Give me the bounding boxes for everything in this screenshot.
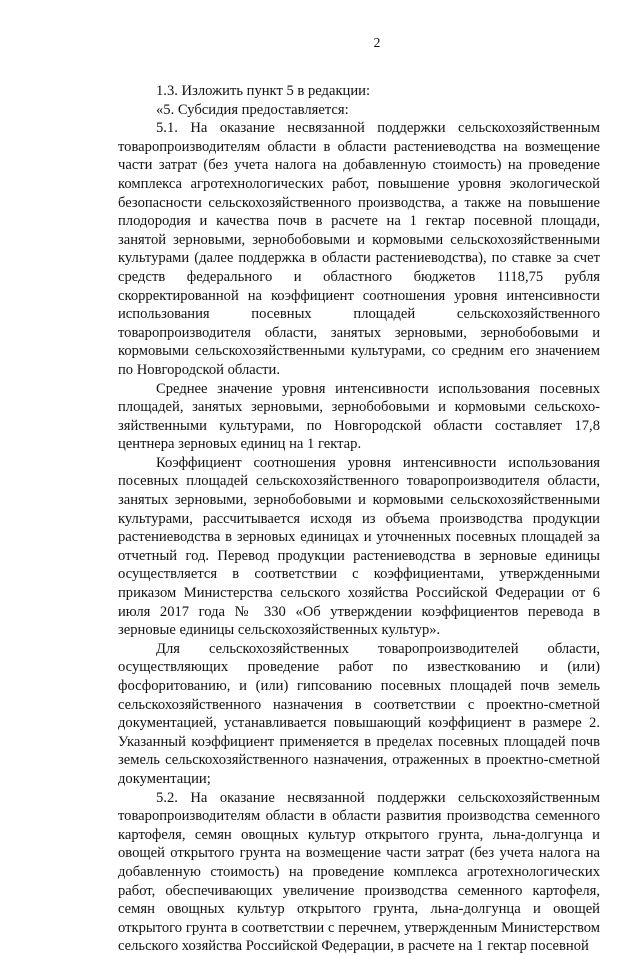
- paragraph-liming: Для сельскохозяйственных товаропроизводителей области, осуществляющих проведение работ по известкованию и (или) фосфоритованию, и (или) гипсованию посевных площадей почв земель сельскохозяйственного назначения в соответствии с проектно-сметной документацией, устанавливается повышающий коэффициент в размере 2. Указанный коэффициент применяется в пределах посевных площадей почв земель сельскохозяйственного назначения, отраженных в проектно-сметной документации;: [118, 640, 600, 787]
- paragraph-coefficient: Коэффициент соотношения уровня интенсивности использования посевных площадей сельскохозяйственного товаропроизводителя области, занятых зерновыми, зернобобовыми и кормовыми сельскохозяйственными культурами, рассчитывается исходя из объема производства продукции растениеводства в зерновых единицах и уточненных посевных площадей за отчетный год. Перевод продукции растениеводства в зерновые единицы осуществляется в соответствии с коэффициентами, утвержденными приказом Министерства сельского хозяйства Российской Федерации от 6 июля 2017 года № 330 «Об утверждении коэффициентов перевода в зерновые единицы сельскохозяйственных культур».: [118, 454, 600, 639]
- paragraph-average-value: Среднее значение уровня интенсивности использования посевных площадей, занятых зерновыми, зернобобовыми и кормовыми сельскохозяйственными культурами, по Новгородской области составляет 17,8 центнера зерновых единиц на 1 гектар.: [118, 380, 600, 453]
- document-page: [118, 34, 600, 956]
- paragraph-item-5-2: 5.2. На оказание несвязанной поддержки сельскохозяйственным товаропроизводителям области в области развития производства семенного картофеля, семян овощных культур открытого грунта, льна-долгунца и овощей открытого грунта на возмещение части затрат (без учета налога на добавленную стоимость) на проведение комплекса агротехнологических работ, обеспечивающих увеличение производства семенного картофеля, семян овощных культур открытого грунта, льна-долгунца и овощей открытого грунта в соответствии с перечнем, утвержденным Министерством сельского хозяйства Российской Федерации, в расчете на 1 гектар посевной: [118, 789, 600, 955]
- paragraph-item-1-3: 1.3. Изложить пункт 5 в редакции:: [156, 83, 371, 99]
- page-number: 2: [373, 35, 381, 50]
- paragraph-item-5-intro: «5. Субсидия предоставляется:: [156, 101, 349, 118]
- paragraph-item-5-1: 5.1. На оказание несвязанной поддержки сельскохозяйственным товаропроизводителям области в области растениеводства на возмещение части затрат (без учета налога на добавленную стоимость) на проведение комплекса агротехнологических работ, повышение уровня экологической безопасности сельскохозяйственного производства, а также на повышение плодородия и качества почв в расчете на 1 гектар посевной площади, занятой зерновыми, зернобобовыми и кормовыми сельскохозяйственными культурами (далее поддержка в области растениеводства), по ставке за счет средств федерального и областного бюджетов 1118,75 рубля скорректированной на коэффициент соотношения уровня интенсивности использования посевных площадей сельскохозяйственного товаропроизводителя области, занятых зерновыми, зернобобовыми и кормовыми сельскохозяйственными культурами, со средним его значением по Новгородской области.: [118, 120, 600, 378]
